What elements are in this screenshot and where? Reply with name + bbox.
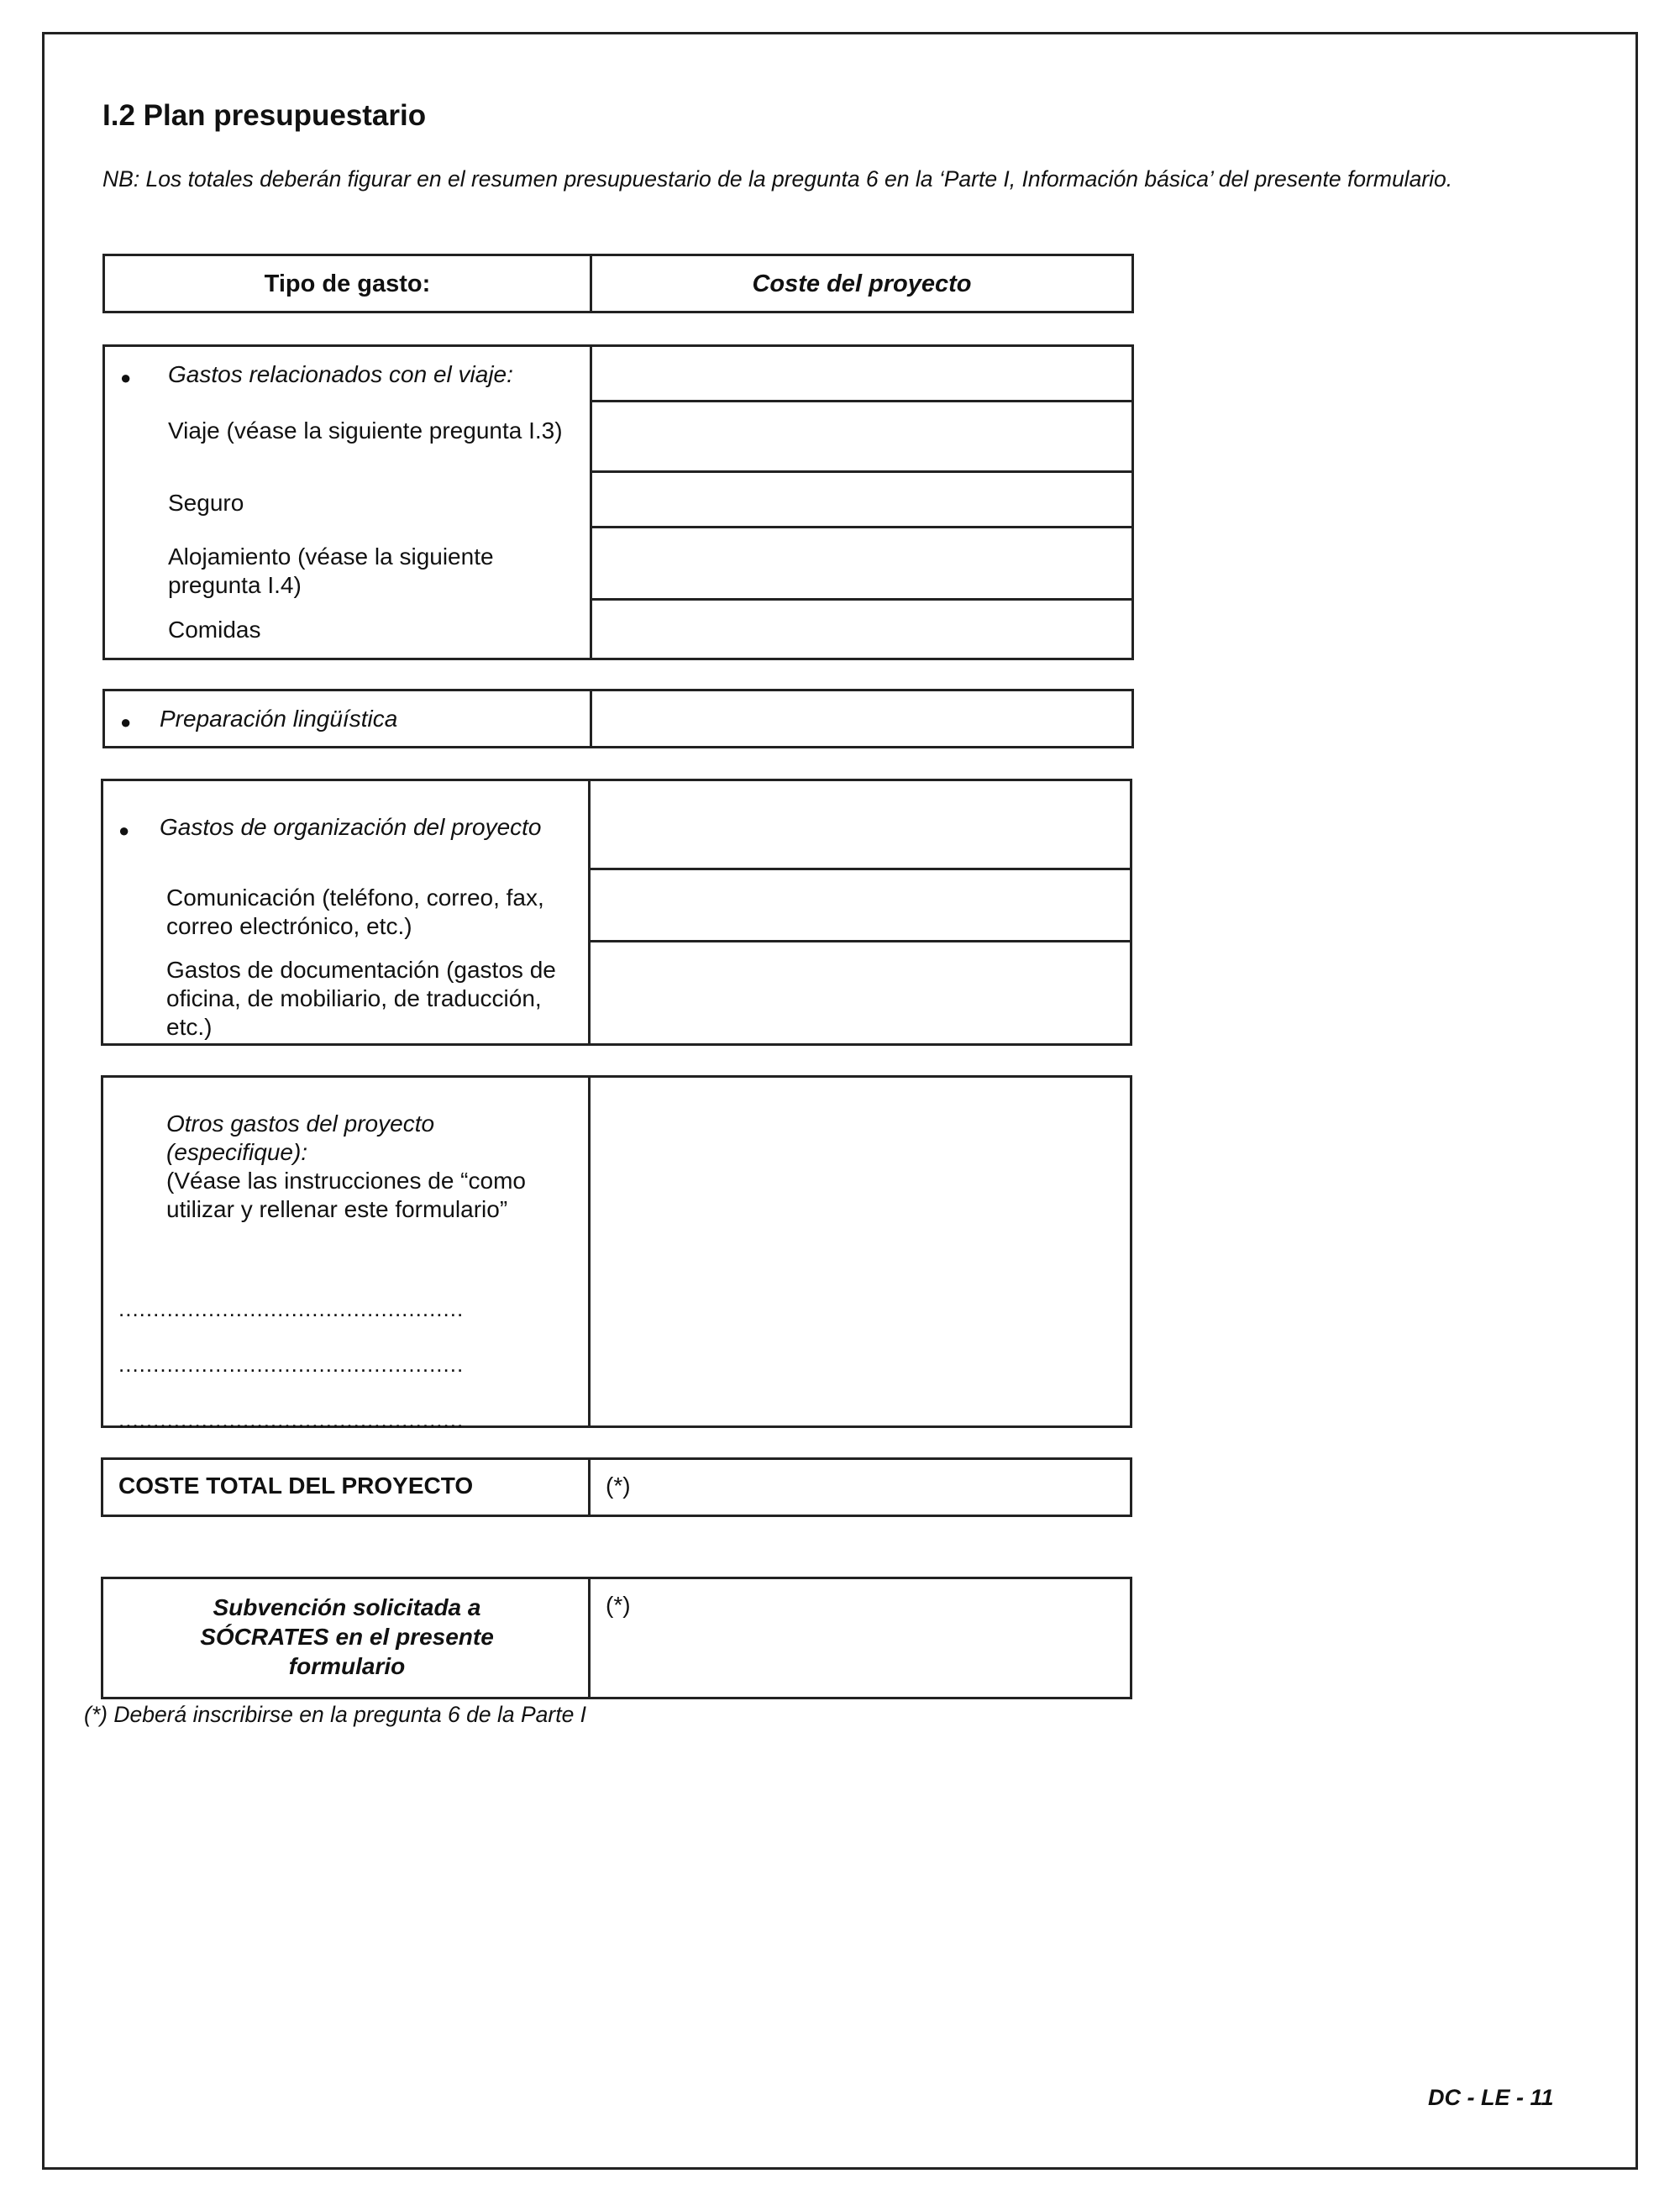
section-title: I.2 Plan presupuestario [102, 99, 427, 132]
header-table [102, 254, 1134, 313]
other-cost-cell [590, 1077, 1131, 1427]
grant-table [101, 1577, 1132, 1699]
total-cost-cell [590, 1459, 1131, 1516]
other-dot-line: .................................................. [118, 1407, 465, 1432]
organization-cost-divider [591, 940, 1130, 942]
total-label: COSTE TOTAL DEL PROYECTO [118, 1473, 474, 1499]
other-heading: Otros gastos del proyecto (especifique): [166, 1110, 435, 1165]
language-cost-cell [591, 690, 1133, 748]
grant-label: Subvención solicitada a SÓCRATES en el presente formulario [200, 1594, 494, 1679]
travel-labels [104, 346, 591, 659]
travel-cost-column [591, 346, 1133, 659]
bullet-icon: ● [120, 367, 132, 388]
footnote: (*) Deberá inscribirse en la pregunta 6 de la Parte I [84, 1702, 587, 1727]
total-table [101, 1457, 1132, 1517]
travel-table [102, 344, 1134, 660]
organization-heading: Gastos de organización del proyecto [160, 814, 542, 840]
other-table [101, 1075, 1132, 1432]
total-label-cell [102, 1459, 590, 1516]
language-table [102, 689, 1134, 748]
organization-cost-column [590, 780, 1131, 1045]
organization-item-communication: Comunicación (teléfono, correo, fax, correo electrónico, etc.) [166, 885, 544, 939]
organization-cost-divider [591, 868, 1130, 870]
other-note: (Véase las instrucciones de “como utilizar y rellenar este formulario” [166, 1168, 526, 1222]
nb-note: NB: Los totales deberán figurar en el resumen presupuestario de la pregunta 6 en la ‘Parte I, Información básica’ del presente formulario. [102, 166, 1453, 192]
other-dot-line: .................................................. [118, 1352, 465, 1377]
travel-item-alojamiento: Alojamiento (véase la siguiente pregunta I.4) [168, 543, 494, 598]
language-label-cell [104, 690, 591, 748]
bullet-icon: ● [118, 820, 130, 841]
header-project-cost: Coste del proyecto [591, 255, 1133, 312]
organization-item-documentation: Gastos de documentación (gastos de oficina, de mobiliario, de traducción, etc.) [166, 957, 556, 1040]
travel-item-seguro: Seguro [168, 490, 244, 516]
language-heading: Preparación lingüística [160, 706, 398, 732]
travel-cost-divider [592, 526, 1131, 528]
grant-footnote-mark: (*) [606, 1592, 631, 1618]
bullet-icon: ● [120, 711, 132, 732]
grant-amount-cell [590, 1578, 1131, 1698]
travel-item-comidas: Comidas [168, 617, 261, 643]
total-footnote-mark: (*) [606, 1473, 631, 1499]
travel-cost-divider [592, 400, 1131, 402]
other-labels [102, 1077, 590, 1432]
grant-label-cell [102, 1578, 590, 1698]
travel-heading: Gastos relacionados con el viaje: [168, 361, 513, 387]
organization-table [101, 779, 1132, 1046]
header-type-of-expense: Tipo de gasto: [104, 255, 591, 312]
travel-item-viaje: Viaje (véase la siguiente pregunta I.3) [168, 417, 563, 444]
travel-cost-divider [592, 470, 1131, 473]
page-code: DC - LE - 11 [1428, 2085, 1554, 2110]
organization-labels [102, 780, 590, 1045]
travel-cost-divider [592, 598, 1131, 601]
other-dot-line: .................................................. [118, 1296, 465, 1321]
